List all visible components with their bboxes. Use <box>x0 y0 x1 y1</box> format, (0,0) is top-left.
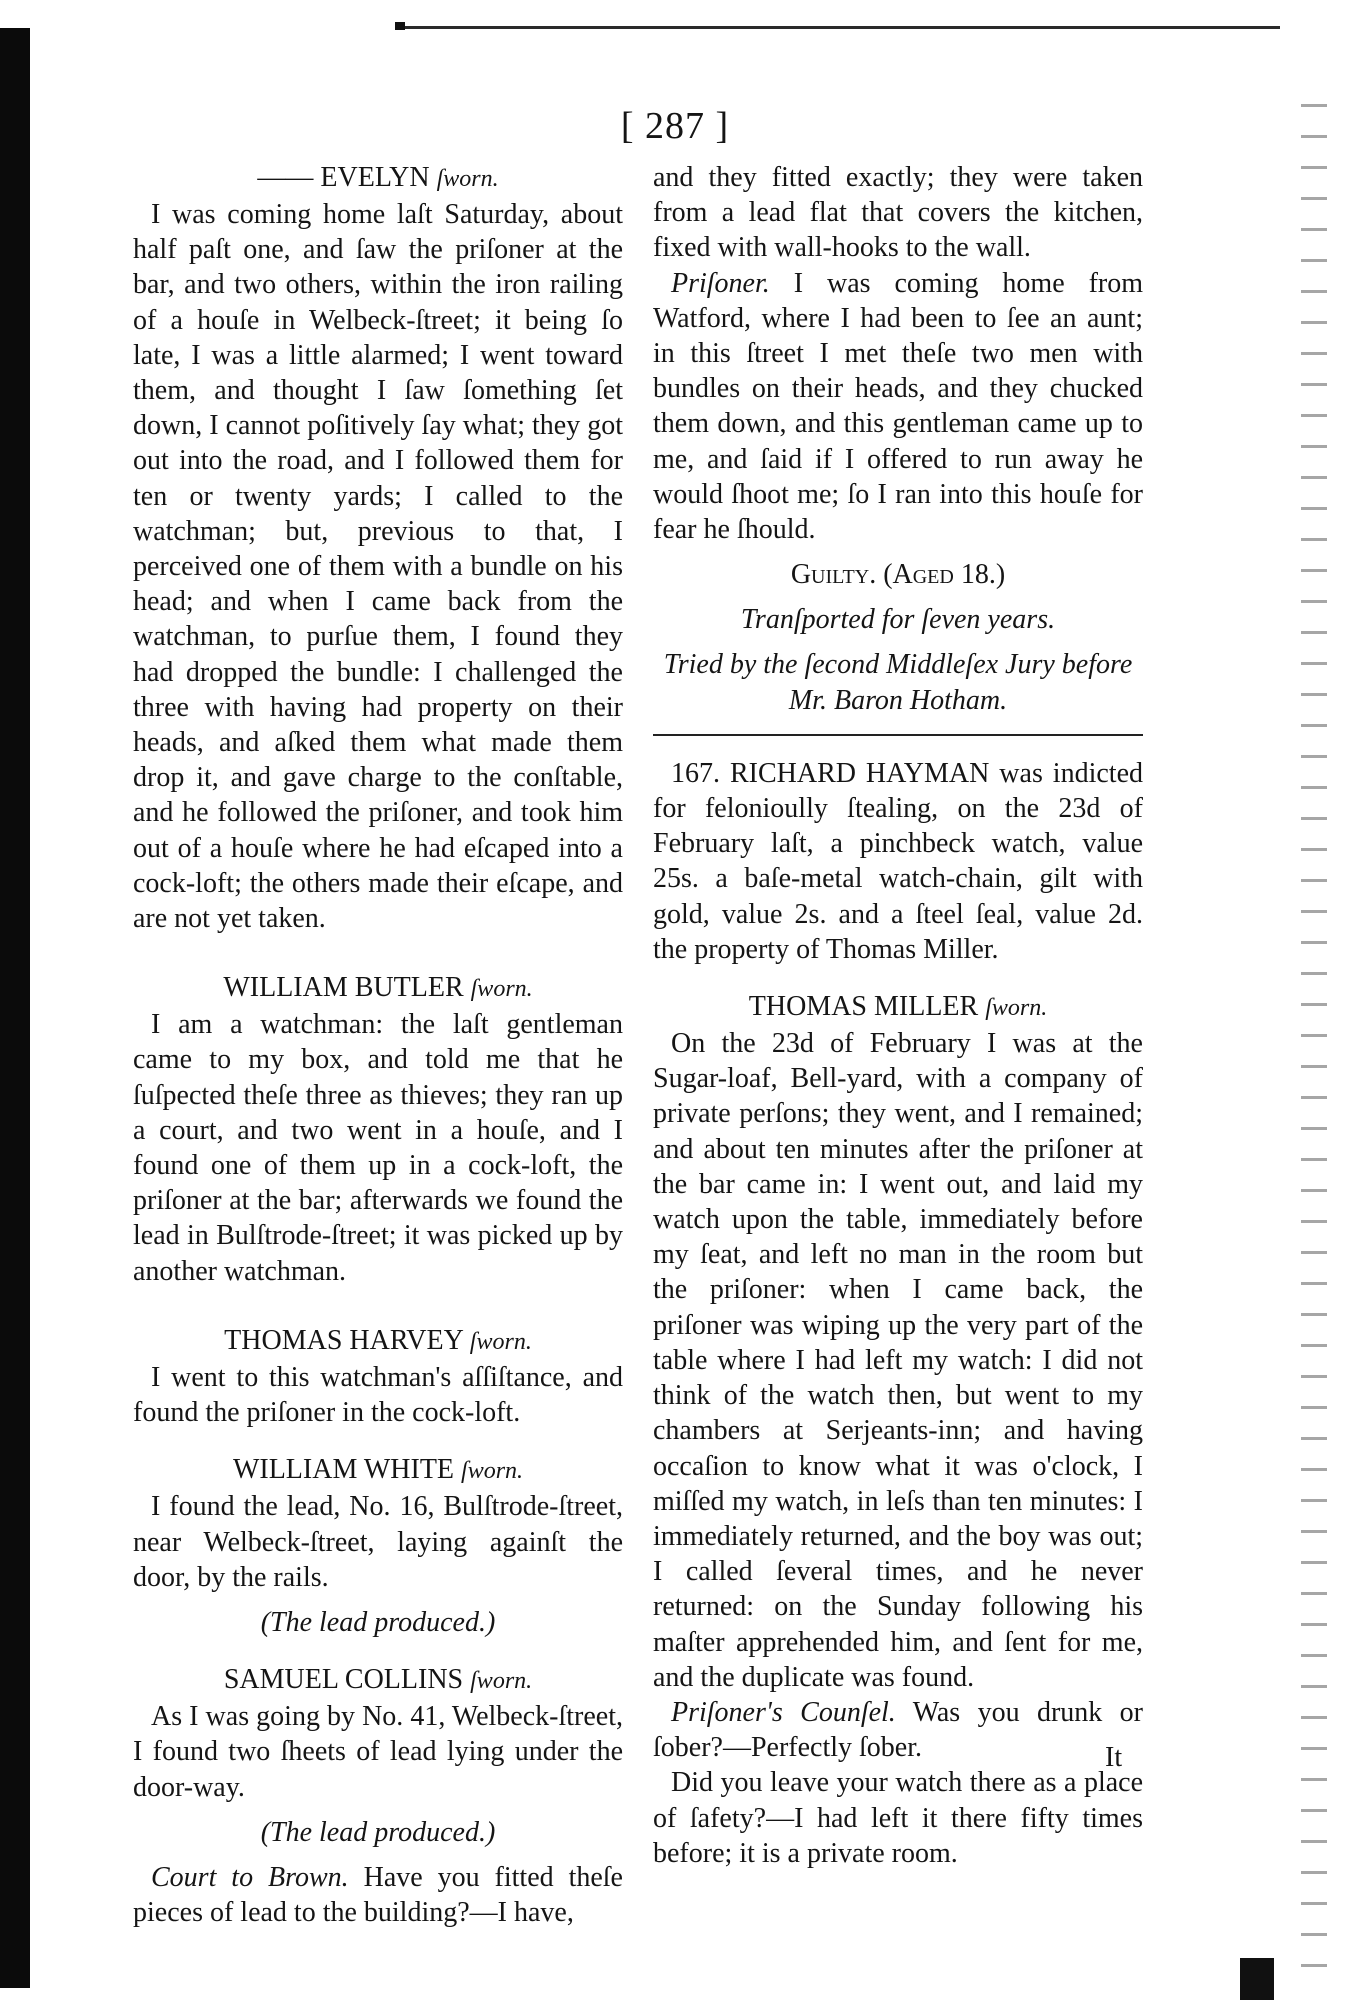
case-text: RICHARD HAYMAN was indicted for felonioully ſtealing, on the 23d of February laſt, a pinchbeck watch, value 25s. a baſe-metal watch-chain, gilt with gold, value 2s. and a ſteel ſeal, value 2d. the property of Thomas Miller. <box>653 757 1143 965</box>
butler-sworn: ſworn. <box>470 976 533 1003</box>
collins-testimony: As I was going by No. 41, Welbeck-ſtreet, I found two ſheets of lead lying under the door-way. <box>133 1701 623 1803</box>
continuation-text: and they fitted exactly; they were taken from a lead flat that covers the kitchen, fixed with wall-hooks to the wall. <box>653 162 1143 264</box>
page-number: [ 287 ] <box>620 105 730 147</box>
collins-sworn: ſworn. <box>470 1668 533 1695</box>
harvey-sworn: ſworn. <box>469 1328 532 1355</box>
evelyn-sworn: ſworn. <box>436 166 499 192</box>
evelyn-heading <box>133 160 623 197</box>
left-column <box>133 160 623 1930</box>
tried-line-1: Tried by the ſecond Middleſex Jury before <box>663 649 1133 681</box>
white-testimony: I found the lead, No. 16, Bulſtrode-ſtreet, near Welbeck-ſtreet, laying againſt the door, by the rails. <box>133 1491 623 1593</box>
scan-mark-top <box>395 22 405 30</box>
right-column <box>653 160 1143 1871</box>
scan-specks-right <box>1301 90 1327 1970</box>
tried-line-2: Mr. Baron Hotham. <box>788 684 1008 716</box>
white-note: (The lead produced.) <box>260 1606 496 1638</box>
sentence: Tranſported for ſeven years. <box>740 604 1056 636</box>
harvey-testimony: I went to this watchman's aſſiſtance, and found the priſoner in the cock-loft. <box>133 1361 623 1429</box>
counsel-question <box>653 1695 1143 1765</box>
case-indictment <box>653 756 1143 967</box>
collins-name: SAMUEL COLLINS <box>223 1664 464 1696</box>
section-rule <box>653 734 1143 736</box>
miller-name: THOMAS MILLER <box>748 991 979 1023</box>
verdict: Guilty. (Aged 18.) <box>790 559 1006 591</box>
last-question: Did you leave your watch there as a place of ſafety?—I had left it there fifty times before; it is a private room. <box>653 1767 1143 1869</box>
collins-note: (The lead produced.) <box>260 1816 496 1848</box>
miller-testimony: On the 23d of February I was at the Sugar-loaf, Bell-yard, with a company of private perſons; they went, and I remained; and about ten minutes after the priſoner at the bar came in: I went out, and laid my watch upon the table, immediately before my ſeat, and left no man in the room but the priſoner: when I came back, the priſoner was wiping up the very part of the table where I had left my watch: I did not think of the watch then, but went to my chambers at Serjeants-inn; and having occaſion to know what it was o'clock, I miſſed my watch, in leſs than ten minutes: I immediately returned, and the boy was out; I called ſeveral times, and he never returned: on the Sunday following his maſter apprehended him, and ſent for me, and the duplicate was found. <box>653 1028 1143 1693</box>
miller-sworn: ſworn. <box>985 995 1048 1022</box>
prisoner-text: I was coming home from Watford, where I had been to ſee an aunt; in this ſtreet I met theſe two men with bundles on their heads, and they chucked them down, and this gentleman came up to me, and ſaid if I offered to run away he would ſhoot me; ſo I ran into this houſe for fear he ſhould. <box>653 267 1143 546</box>
evelyn-testimony: I was coming home laſt Saturday, about half paſt one, and ſaw the priſoner at the bar, and two others, within the iron railing of a houſe in Welbeck-ſtreet; it being ſo late, I was a little alarmed; I went toward them, and thought I ſaw ſomething ſet down, I cannot poſitively ſay what; they got out into the road, and I followed them for ten or twenty yards; I called to the watchman; but, previous to that, I perceived one of them with a bundle on his head; and when I came back from the watchman, to purſue them, I found they had dropped the bundle: I challenged the three with having had property on their heads, and aſked them what made them drop it, and gave charge to the conſtable, and he followed the priſoner, and took him out of a houſe where he had eſcaped into a cock-loft; the others made their eſcape, and are not yet taken. <box>133 199 623 935</box>
butler-heading <box>133 970 623 1007</box>
prisoner-statement <box>653 266 1143 548</box>
scan-edge-top <box>400 26 1280 29</box>
butler-name: WILLIAM BUTLER <box>223 972 464 1004</box>
counsel-label: Priſoner's Counſel. <box>671 1696 896 1728</box>
prisoner-label: Priſoner. <box>671 267 770 299</box>
scan-mark-bottom-right <box>1240 1958 1274 2000</box>
scan-edge-left <box>0 28 30 1988</box>
catchword: It <box>1105 1742 1123 1773</box>
counsel-text: Was you drunk or ſober?—Perfectly ſober. <box>653 1696 1143 1764</box>
white-name: WILLIAM WHITE <box>232 1454 455 1486</box>
court-label: Court to Brown. <box>151 1861 349 1893</box>
case-number: 167. <box>671 757 720 789</box>
evelyn-name: —— EVELYN <box>257 162 430 193</box>
court-text: Have you fitted theſe pieces of lead to the building?—I have, <box>133 1861 623 1929</box>
collins-heading <box>133 1662 623 1699</box>
court-question <box>133 1860 623 1930</box>
miller-heading <box>653 989 1143 1026</box>
harvey-name: THOMAS HARVEY <box>224 1324 463 1356</box>
butler-testimony: I am a watchman: the laſt gentleman came to my box, and told me that he ſuſpected theſe three as thieves; they ran up a court, and two went in a houſe, and I found one of them up in a cock-loft, the priſoner at the bar; afterwards we found the lead in Bulſtrode-ſtreet; it was picked up by another watchman. <box>133 1009 623 1287</box>
white-sworn: ſworn. <box>461 1458 524 1485</box>
white-heading <box>133 1452 623 1489</box>
harvey-heading <box>133 1323 623 1360</box>
